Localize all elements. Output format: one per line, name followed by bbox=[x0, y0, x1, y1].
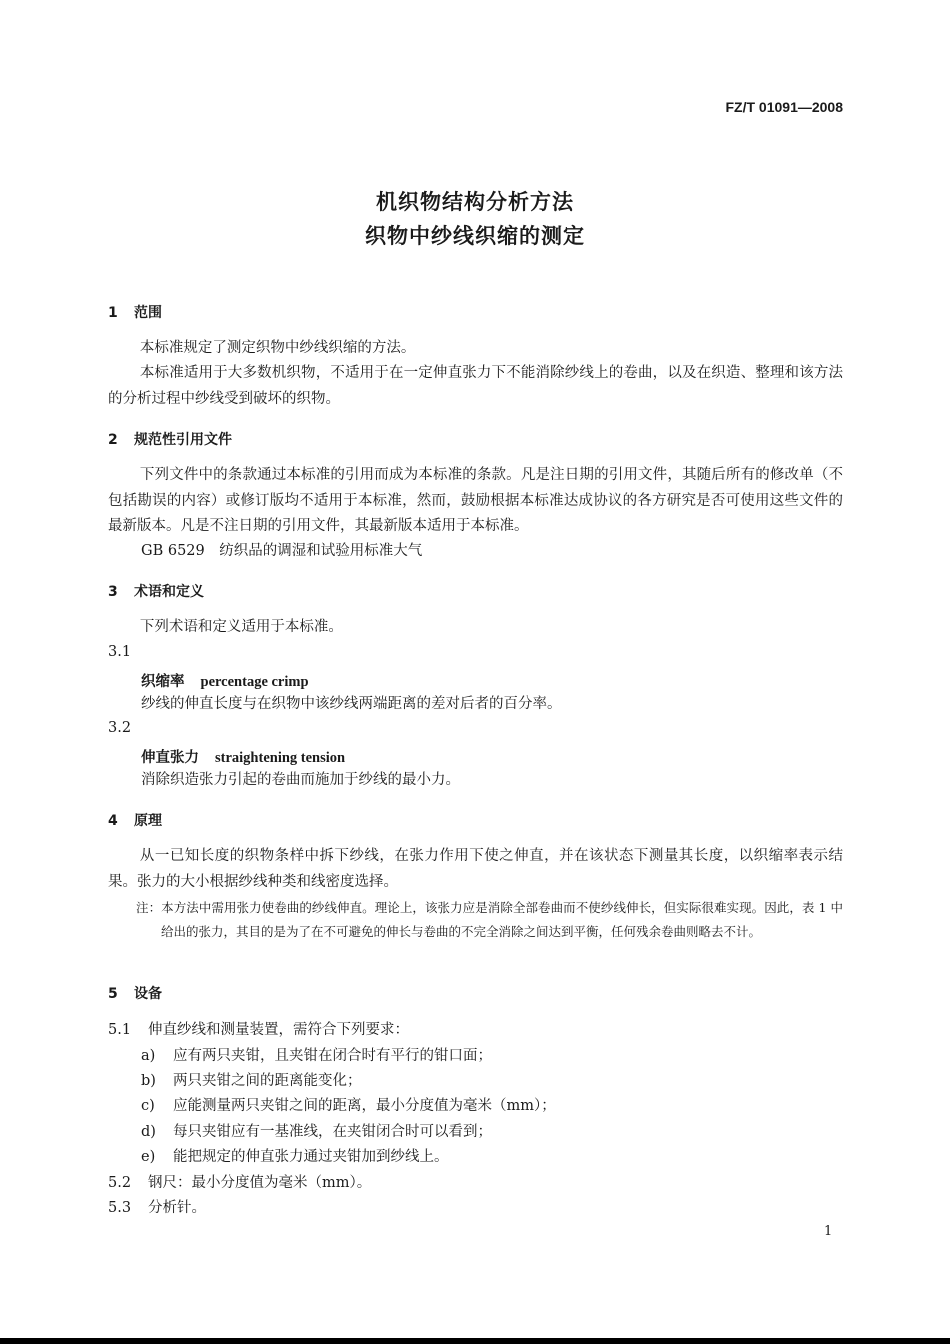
list-item bbox=[141, 1120, 492, 1141]
term bbox=[141, 746, 345, 767]
list-item bbox=[141, 1145, 449, 1166]
term-zh: 织缩率 bbox=[141, 673, 185, 690]
term-definition: 纱线的伸直长度与在织物中该纱线两端距离的差对后者的百分率。 bbox=[141, 696, 562, 712]
term-en: straightening tension bbox=[215, 750, 346, 766]
list-marker: e) bbox=[141, 1149, 156, 1165]
clause-number: 3.1 bbox=[108, 644, 132, 660]
document-title: 机织物结构分析方法 bbox=[376, 190, 574, 214]
clause-number: 5.2 bbox=[108, 1175, 132, 1191]
clause-number: 3.2 bbox=[108, 720, 132, 736]
list-item bbox=[141, 1044, 492, 1065]
list-item bbox=[141, 1094, 556, 1115]
normative-reference: GB 6529 纺织品的调湿和试验用标准大气 bbox=[141, 543, 423, 559]
list-item bbox=[141, 1069, 362, 1090]
document-subtitle: 织物中纱线织缩的测定 bbox=[365, 224, 585, 248]
paragraph: 从一已知长度的织物条样中拆下纱线，在张力作用下使之伸直，并在该状态下测量其长度，以织缩率表示结果。张力的大小根据纱线种类和线密度选择。 bbox=[108, 848, 843, 890]
list-marker: b) bbox=[141, 1073, 156, 1089]
standard-number: FZ/T 01091—2008 bbox=[725, 99, 843, 115]
section-number: 2 bbox=[108, 432, 118, 448]
section-title: 规范性引用文件 bbox=[134, 432, 232, 448]
section-number: 5 bbox=[108, 986, 118, 1002]
clause-text: 分析针。 bbox=[148, 1200, 206, 1216]
list-marker: a) bbox=[141, 1048, 156, 1064]
term bbox=[141, 670, 309, 691]
section-title: 术语和定义 bbox=[134, 584, 204, 600]
section-title: 原理 bbox=[134, 813, 162, 829]
list-text: 应能测量两只夹钳之间的距离，最小分度值为毫米（mm）； bbox=[173, 1098, 556, 1114]
page-bottom-border bbox=[0, 1338, 950, 1344]
section-number: 3 bbox=[108, 584, 118, 600]
clause-text: 钢尺：最小分度值为毫米（mm）。 bbox=[148, 1175, 372, 1191]
list-marker: c) bbox=[141, 1098, 155, 1114]
clause-5-1 bbox=[108, 1018, 409, 1039]
clause-5-2 bbox=[108, 1171, 371, 1192]
note: 注：本方法中需用张力使卷曲的纱线伸直。理论上，该张力应是消除全部卷曲而不使纱线伸长，但实际很难实现。因此，表 1 中给出的张力，其目的是为了在不可避免的伸长与卷曲的不完全消除之间达到平衡，任何残余卷曲则略去不计。 bbox=[136, 900, 843, 939]
paragraph: 下列文件中的条款通过本标准的引用而成为本标准的条款。凡是注日期的引用文件，其随后所有的修改单（不包括勘误的内容）或修订版均不适用于本标准，然而，鼓励根据本标准达成协议的各方研究是否可使用这些文件的最新版本。凡是不注日期的引用文件，其最新版本适用于本标准。 bbox=[108, 467, 843, 534]
section-3-heading bbox=[108, 581, 204, 601]
section-4-heading bbox=[108, 810, 162, 830]
term-zh: 伸直张力 bbox=[141, 749, 199, 766]
list-text: 两只夹钳之间的距离能变化； bbox=[173, 1073, 362, 1089]
term-en: percentage crimp bbox=[200, 674, 309, 690]
clause-number: 5.3 bbox=[108, 1200, 132, 1216]
clause-text: 伸直纱线和测量装置，需符合下列要求： bbox=[148, 1022, 409, 1038]
clause-number: 5.1 bbox=[108, 1022, 132, 1038]
section-1-heading bbox=[108, 302, 162, 322]
page-number: 1 bbox=[824, 1224, 833, 1239]
term-definition: 消除织造张力引起的卷曲而施加于纱线的最小力。 bbox=[141, 772, 460, 788]
clause-5-3 bbox=[108, 1196, 206, 1217]
paragraph: 本标准规定了测定织物中纱线织缩的方法。 bbox=[139, 340, 416, 356]
list-marker: d) bbox=[141, 1124, 156, 1140]
section-2-heading bbox=[108, 429, 232, 449]
paragraph: 下列术语和定义适用于本标准。 bbox=[139, 619, 343, 635]
list-text: 能把规定的伸直张力通过夹钳加到纱线上。 bbox=[173, 1149, 449, 1165]
section-title: 设备 bbox=[134, 986, 162, 1002]
section-number: 1 bbox=[108, 305, 118, 321]
list-text: 每只夹钳应有一基准线，在夹钳闭合时可以看到； bbox=[173, 1124, 492, 1140]
section-number: 4 bbox=[108, 813, 118, 829]
list-text: 应有两只夹钳，且夹钳在闭合时有平行的钳口面； bbox=[173, 1048, 492, 1064]
paragraph: 本标准适用于大多数机织物，不适用于在一定伸直张力下不能消除纱线上的卷曲，以及在织造、整理和该方法的分析过程中纱线受到破坏的织物。 bbox=[108, 365, 843, 407]
section-title: 范围 bbox=[134, 305, 162, 321]
section-5-heading bbox=[108, 983, 162, 1003]
